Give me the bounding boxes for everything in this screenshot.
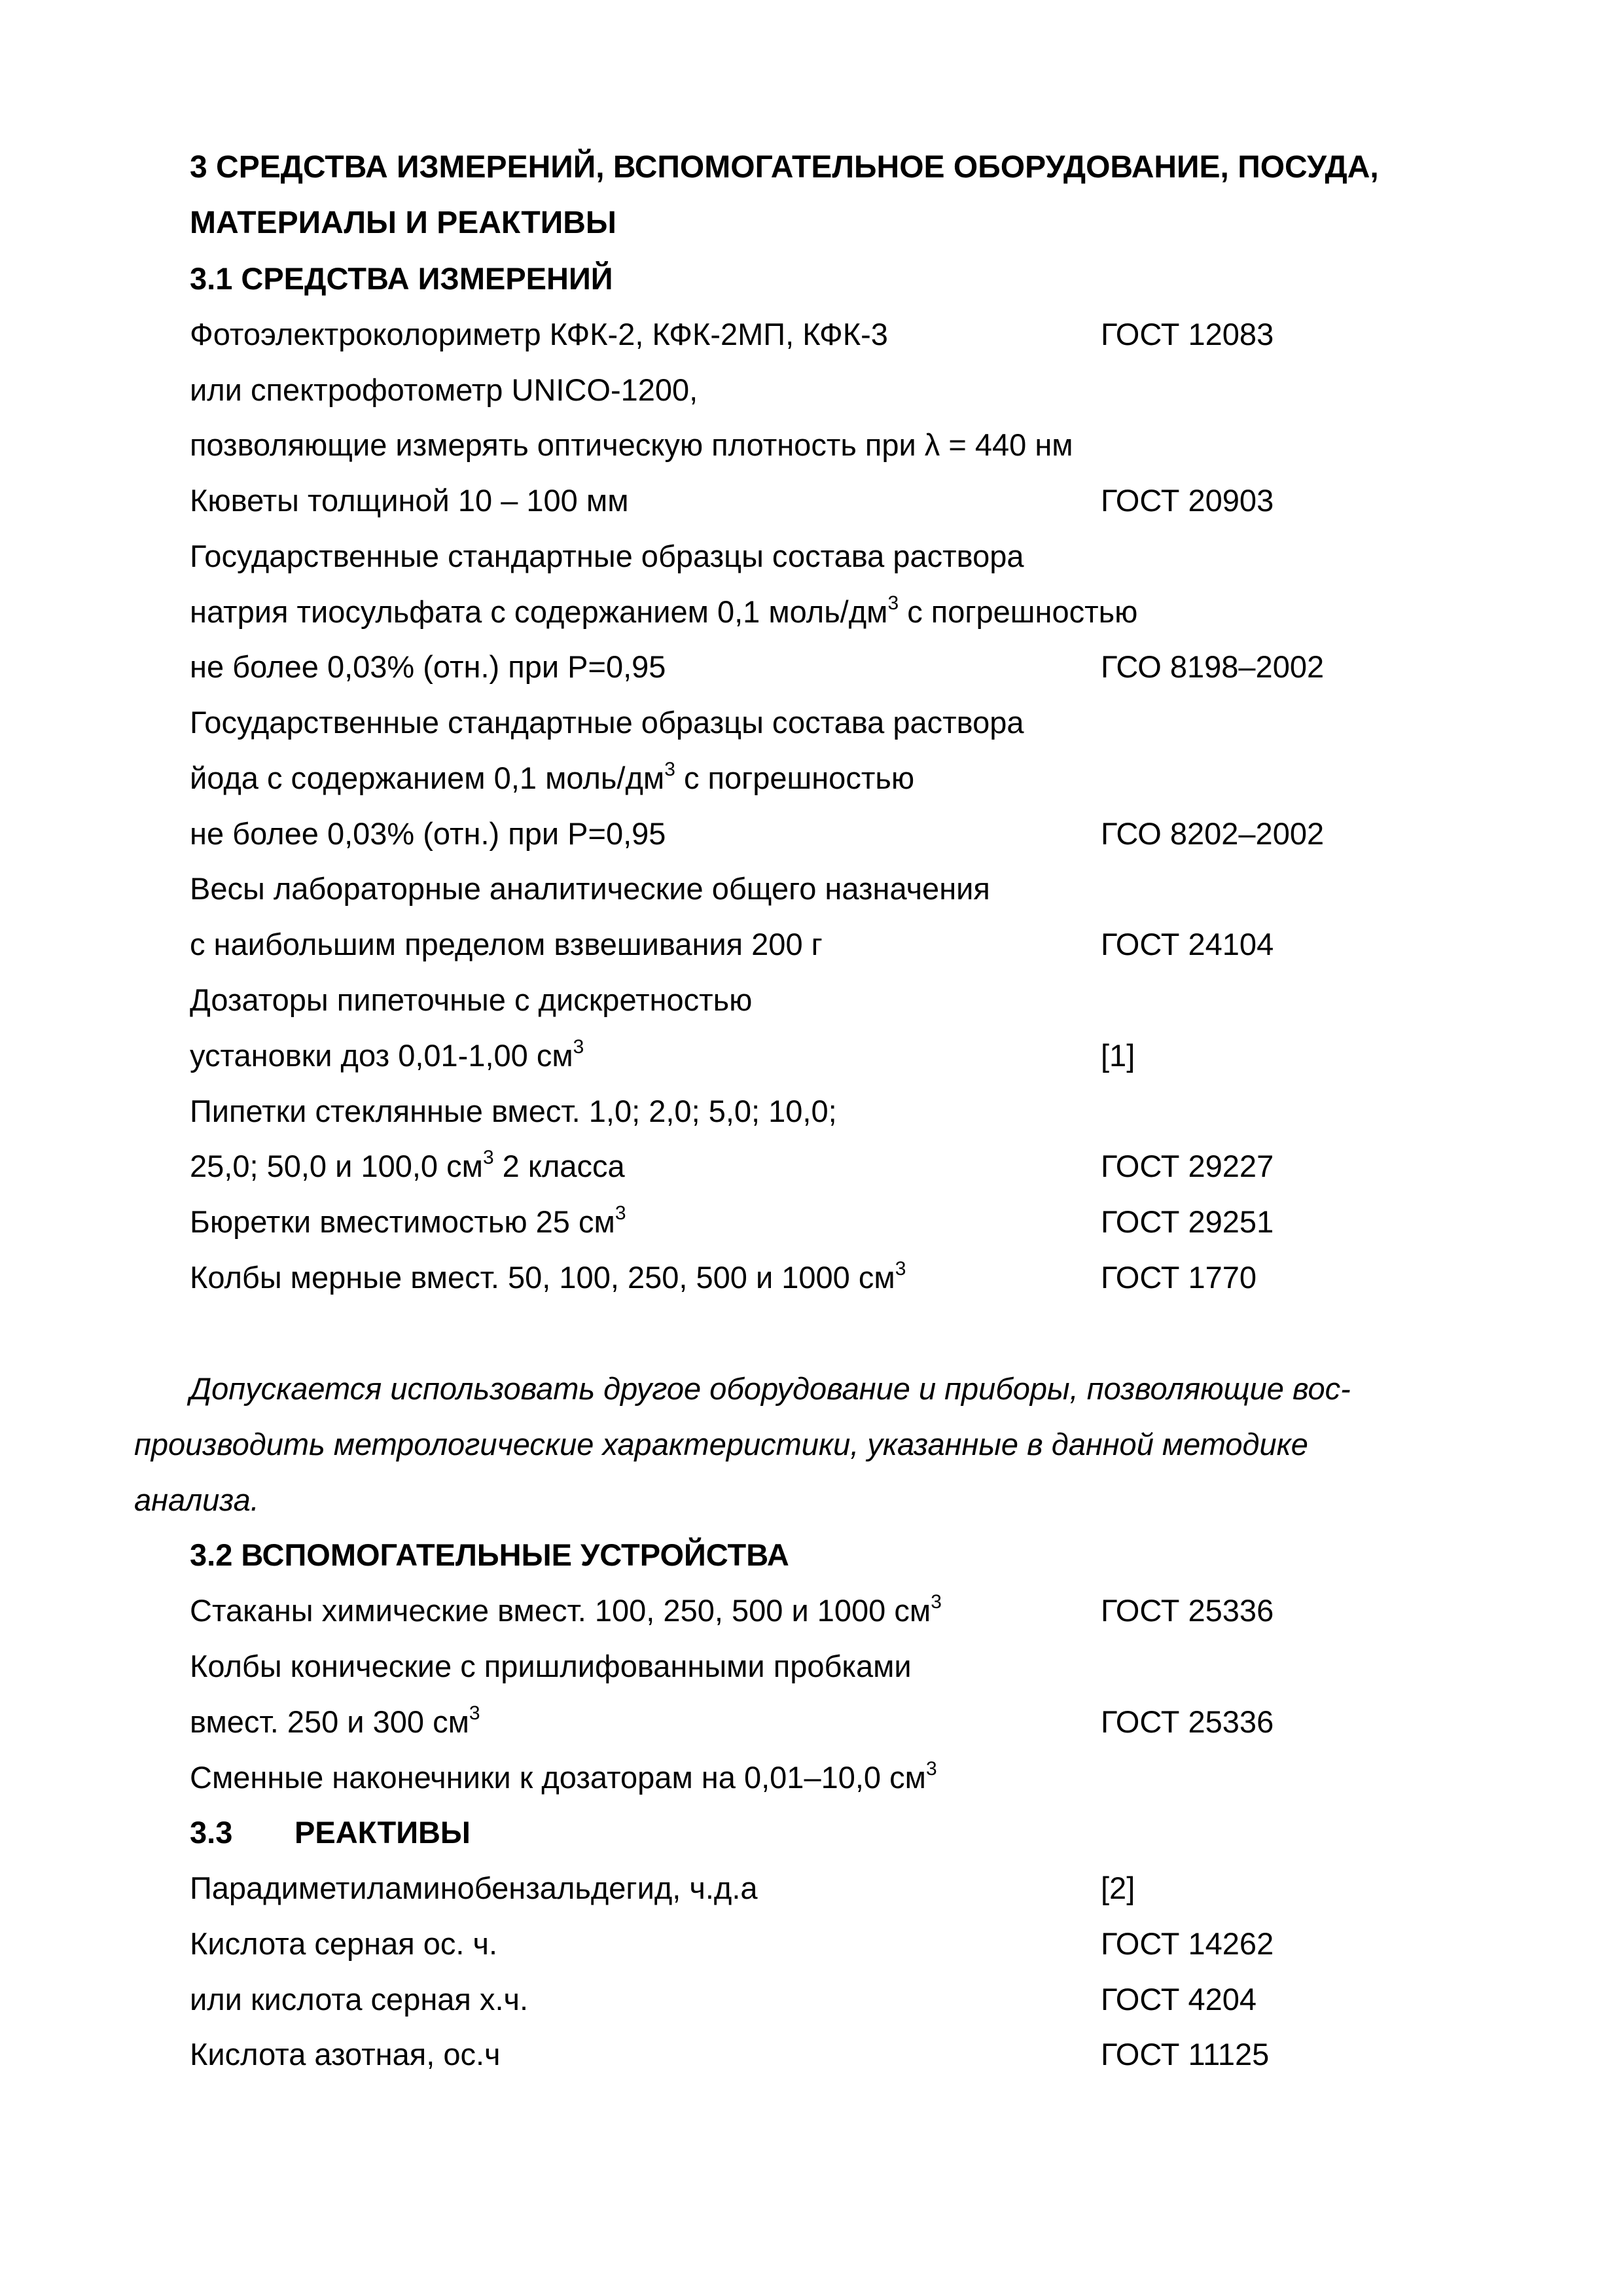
standard-ref: ГОСТ 25336 [1101,1593,1274,1628]
section-heading-line-2: МАТЕРИАЛЫ И РЕАКТИВЫ [190,206,616,240]
item-text [190,1204,626,1245]
superscript: 3 [615,1202,626,1224]
item-text [190,1759,937,1801]
item-text: Парадиметиламинобензальдегид, ч.д.а [190,1871,758,1905]
subsection-title-3-2: 3.2 ВСПОМОГАТЕЛЬНЫЕ УСТРОЙСТВА [190,1537,789,1572]
standard-ref: ГСО 8202–2002 [1101,816,1325,851]
item-text: Кислота азотная, ос.ч [190,2037,501,2072]
standard-ref: ГОСТ 29227 [1101,1149,1274,1183]
item-text [190,760,914,801]
item-text: не более 0,03% (отн.) при Р=0,95 [190,649,666,684]
superscript: 3 [664,759,675,780]
standard-ref: ГОСТ 11125 [1101,2037,1270,2072]
reference-number: [2] [1101,1871,1135,1905]
item-text: Кюветы толщиной 10 – 100 мм [190,483,629,518]
item-text: Дозаторы пипеточные с дискретностью [190,982,753,1017]
item-text: или спектрофотометр UNICO-1200, [190,372,698,407]
item-text-part: установки доз 0,01-1,00 см [190,1038,573,1073]
item-text [190,1148,625,1189]
item-text-part: Бюретки вместимостью 25 см [190,1204,615,1239]
note-paragraph-line-3: анализа. [134,1482,259,1517]
item-text: позволяющие измерять оптическую плотность при λ = 440 нм [190,427,1073,462]
item-text: Весы лабораторные аналитические общего назначения [190,871,990,906]
item-text [190,1037,584,1079]
superscript: 3 [895,1258,906,1280]
item-text [190,1704,480,1745]
subsection-number: 3.3 [190,1815,233,1850]
item-text-part: Стаканы химические вмест. 100, 250, 500 и 1000 см [190,1593,931,1628]
section-heading-line-1: 3 СРЕДСТВА ИЗМЕРЕНИЙ, ВСПОМОГАТЕЛЬНОЕ ОБОРУДОВАНИЕ, ПОСУДА, [190,150,1379,185]
superscript: 3 [887,592,899,614]
standard-ref: ГОСТ 14262 [1101,1926,1274,1961]
superscript: 3 [469,1702,480,1724]
superscript: 3 [573,1036,584,1058]
standard-ref: ГОСТ 29251 [1101,1204,1274,1239]
item-text: Государственные стандартные образцы состава раствора [190,539,1024,573]
item-text-part: 25,0; 50,0 и 100,0 см [190,1149,483,1183]
item-text [190,1259,906,1300]
item-text-part: Колбы мерные вмест. 50, 100, 250, 500 и 1000 см [190,1260,895,1295]
item-text: Колбы конические с пришлифованными пробками [190,1649,912,1683]
standard-ref: ГОСТ 4204 [1101,1982,1257,2017]
subsection-title-3-1: 3.1 СРЕДСТВА ИЗМЕРЕНИЙ [190,261,613,296]
superscript: 3 [931,1591,942,1613]
item-text [190,1592,942,1634]
note-paragraph-line-1: Допускается использовать другое оборудование и приборы, позволяющие вос- [190,1371,1351,1406]
standard-ref: ГСО 8198–2002 [1101,649,1325,684]
item-text: Пипетки стеклянные вмест. 1,0; 2,0; 5,0; 10,0; [190,1094,837,1128]
note-paragraph-line-2: производить метрологические характеристики, указанные в данной методике [134,1427,1308,1462]
item-text-part: йода с содержанием 0,1 моль/дм [190,761,665,795]
item-text: с наибольшим пределом взвешивания 200 г [190,927,823,961]
standard-ref: ГОСТ 12083 [1101,317,1274,351]
standard-ref: ГОСТ 25336 [1101,1704,1274,1739]
standard-ref: ГОСТ 20903 [1101,483,1274,518]
item-text [190,594,1137,635]
subsection-title-text: РЕАКТИВЫ [294,1815,471,1850]
subsection-title-3-3 [190,1814,471,1851]
superscript: 3 [925,1758,937,1780]
item-text: Кислота серная ос. ч. [190,1926,498,1961]
item-text-part: Сменные наконечники к дозаторам на 0,01–10,0 см [190,1760,926,1795]
superscript: 3 [482,1147,494,1168]
item-text: Государственные стандартные образцы состава раствора [190,705,1024,740]
item-text-part: вмест. 250 и 300 см [190,1704,469,1739]
item-text-part: с погрешностью [899,594,1138,629]
item-text-part: 2 класса [493,1149,625,1183]
item-text-part: натрия тиосульфата с содержанием 0,1 моль/дм [190,594,888,629]
item-text-part: с погрешностью [675,761,915,795]
standard-ref: ГОСТ 24104 [1101,927,1274,961]
standard-ref: ГОСТ 1770 [1101,1260,1257,1295]
item-text: или кислота серная х.ч. [190,1982,529,2017]
reference-number: [1] [1101,1038,1135,1073]
item-text: не более 0,03% (отн.) при Р=0,95 [190,816,666,851]
item-text: Фотоэлектроколориметр КФК-2, КФК-2МП, КФК-3 [190,317,888,351]
